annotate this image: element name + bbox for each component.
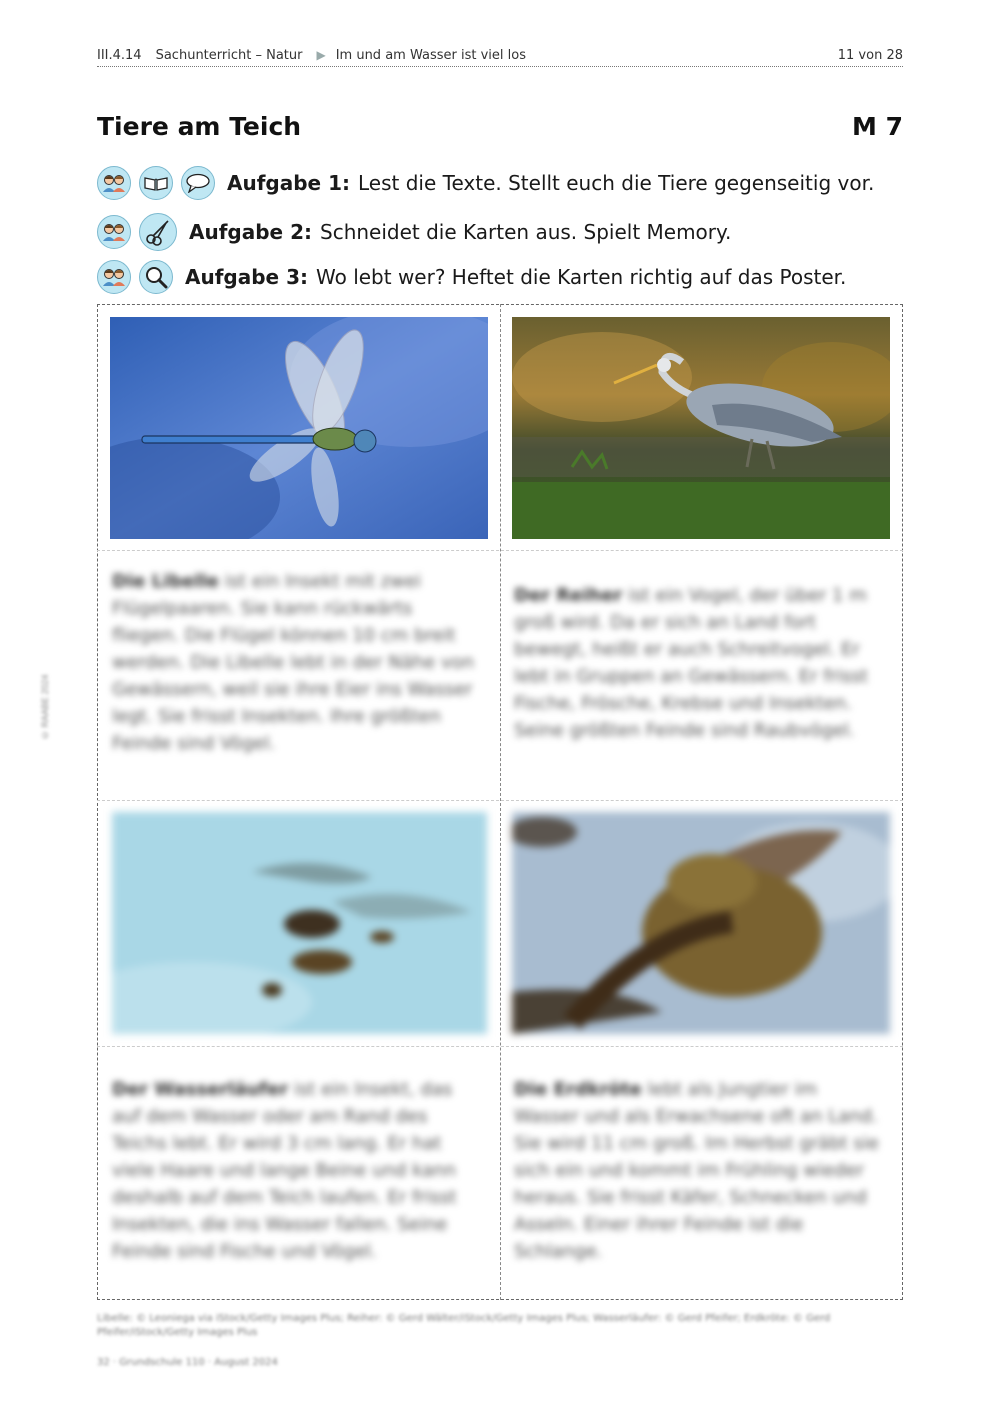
two-children-icon [97,215,131,249]
material-code: M 7 [852,112,903,141]
card-text-dragonfly: Die Libelle ist ein Insekt mit zwei Flügelpaaren. Sie kann rückwärts fliegen. Die Flügel können 10 cm breit werden. Die Libelle lebt in der Nähe von Gewässern, weil sie ihre Eier ins Wasser legt. Sie frisst Insekten. Ihre größten Feinde sind Vögel. [112,571,475,754]
task-1-text: Lest die Texte. Stellt euch die Tiere gegenseitig vor. [358,171,875,195]
subject-label: Sachunterricht – Natur [155,47,303,63]
card-name-water-strider: Der Wasserläufer [112,1079,289,1100]
triangle-right-icon: ▶ [316,48,326,62]
task-1 [97,166,874,200]
image-credits: Libelle: © Leoniega via iStock/Getty Images Plus; Reiher: © Gerd Wälter/iStock/Getty Images Plus; Wasserläufer: © Gerd Pfeifer; Erdkröte: © Gerd Pfeifer/iStock/Getty Images Plus [97,1313,831,1338]
dragonfly-photo [110,317,488,539]
task-2-text: Schneidet die Karten aus. Spielt Memory. [320,220,732,244]
magnifier-icon [139,260,173,294]
two-children-icon [97,260,131,294]
water-strider-photo [112,812,487,1034]
task-3-label: Aufgabe 3: [185,265,308,289]
page-number: 11 von 28 [837,47,903,63]
two-children-icon [97,166,131,200]
card-text-heron: Der Reiher ist ein Vogel, der über 1 m groß wird. Da er sich an Land fort bewegt, heißt er auch Schreitvogel. Er lebt in Gruppen an Gewässern. Er frisst Fische, Frösche, Krebse und Insekten. Seine größten Feinde sind Raubvögel. [514,585,868,741]
task-2 [97,213,731,251]
card-text-toad: Die Erdkröte lebt als Jungtier im Wasser und als Erwachsene oft an Land. Sie wird 11 cm groß. Im Herbst gräbt sie sich ein und kommt im Frühling wieder heraus. Sie frisst Käfer, Schnecken und Asseln. Einer ihrer Feinde ist die Schlange. [514,1079,879,1262]
issue-line: 32 · Grundschule 110 · August 2024 [97,1357,278,1368]
card-name-heron: Der Reiher [514,585,623,606]
toad-photo [512,812,890,1034]
scissors-icon [139,213,177,251]
cut-line-1 [97,550,903,551]
task-3-text: Wo lebt wer? Heftet die Karten richtig auf das Poster. [316,265,847,289]
open-book-icon [139,166,173,200]
cut-line-vertical [500,304,501,1300]
copyright-sidemark: © RAABE 2024 [40,674,50,740]
running-header [97,44,903,67]
speech-bubble-icon [181,166,215,200]
topic-label: Im und am Wasser ist viel los [335,47,526,63]
section-number: III.4.14 [97,47,142,63]
cut-line-2 [97,800,903,801]
task-3 [97,260,846,294]
page-title: Tiere am Teich [97,112,302,141]
card-text-water-strider: Der Wasserläufer ist ein Insekt, das auf dem Wasser oder am Rand des Teichs lebt. Er wird 3 cm lang. Er hat viele Haare und lange Beine und kann deshalb auf dem Teich laufen. Er frisst Insekten, die ins Wasser fallen. Seine Feinde sind Fische und Vögel. [112,1079,457,1262]
card-name-dragonfly: Die Libelle [112,571,219,592]
heron-photo [512,317,890,539]
cut-line-3 [97,1046,903,1047]
task-1-label: Aufgabe 1: [227,171,350,195]
task-2-label: Aufgabe 2: [189,220,312,244]
card-name-toad: Die Erdkröte [514,1079,642,1100]
